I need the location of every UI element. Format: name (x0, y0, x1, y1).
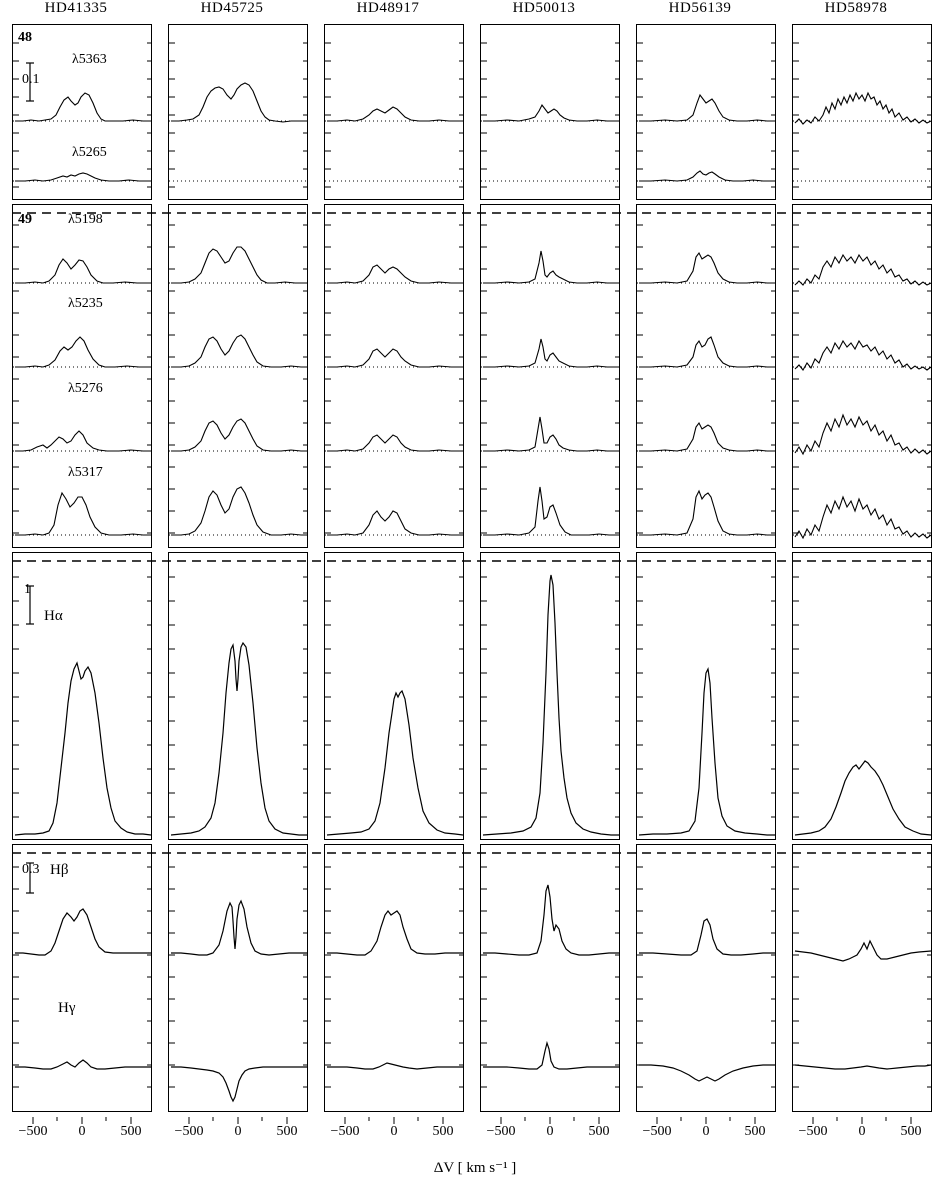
xtick-label: 500 (276, 1124, 298, 1139)
panel-HD58978-halpha (792, 552, 932, 840)
xtick-label: 500 (900, 1124, 922, 1139)
panel-HD58978-hbeta-hgamma (792, 844, 932, 1112)
panel-HD50013-group48 (480, 24, 620, 200)
line-label-halpha: Hα (44, 608, 63, 624)
panel-HD45725-hbeta-hgamma (168, 844, 308, 1112)
scale-label-1: 1 (24, 582, 31, 597)
panel-HD45725-halpha (168, 552, 308, 840)
xtick-label: 0 (390, 1124, 398, 1139)
scale-label-0.3: 0.3 (22, 862, 40, 877)
xaxis-ticks-3 (324, 1112, 464, 1120)
xaxis-labels-3 (324, 1124, 464, 1144)
xaxis-title: ΔV [ km s⁻¹ ] (433, 1160, 517, 1176)
panel-HD58978-group48 (792, 24, 932, 200)
column-title-5: HD56139 (668, 0, 732, 16)
xaxis-labels-4 (480, 1124, 620, 1144)
group-divider-3 (12, 841, 932, 842)
xtick-label: 0 (78, 1124, 86, 1139)
line-label-hbeta: Hβ (50, 862, 69, 878)
xtick-label: 500 (432, 1124, 454, 1139)
xaxis-ticks-4 (480, 1112, 620, 1120)
panel-HD45725-group49 (168, 204, 308, 548)
xtick-label: −500 (330, 1124, 360, 1139)
xaxis-ticks-5 (636, 1112, 776, 1120)
panel-HD48917-hbeta-hgamma (324, 844, 464, 1112)
xtick-label: −500 (642, 1124, 672, 1139)
panel-HD50013-group49 (480, 204, 620, 548)
column-title-6: HD58978 (824, 0, 888, 16)
panel-HD58978-group49 (792, 204, 932, 548)
panel-HD48917-group48 (324, 24, 464, 200)
panel-HD50013-hbeta-hgamma (480, 844, 620, 1112)
xtick-label: −500 (486, 1124, 516, 1139)
xtick-label: −500 (174, 1124, 204, 1139)
panel-HD41335-group49 (12, 204, 152, 548)
column-title-1: HD41335 (44, 0, 108, 16)
column-title-4: HD50013 (512, 0, 576, 16)
xtick-label: 0 (546, 1124, 554, 1139)
group-label-49: 49 (18, 212, 32, 227)
xtick-label: 500 (120, 1124, 142, 1139)
group-divider-2 (12, 549, 932, 550)
panel-HD56139-group49 (636, 204, 776, 548)
xtick-label: 0 (234, 1124, 242, 1139)
column-title-2: HD45725 (200, 0, 264, 16)
line-label-5363: λ5363 (72, 52, 107, 67)
panel-HD56139-group48 (636, 24, 776, 200)
xaxis-ticks-6 (792, 1112, 932, 1120)
xaxis-labels-1 (12, 1124, 152, 1144)
panel-HD48917-group49 (324, 204, 464, 548)
line-label-5276: λ5276 (68, 381, 103, 396)
line-label-5317: λ5317 (68, 465, 103, 480)
line-label-5235: λ5235 (68, 296, 103, 311)
line-label-5265: λ5265 (72, 145, 107, 160)
group-divider-1 (12, 201, 932, 202)
panel-HD50013-halpha (480, 552, 620, 840)
panel-HD45725-group48 (168, 24, 308, 200)
group-label-48: 48 (18, 30, 32, 45)
xaxis-ticks-2 (168, 1112, 308, 1120)
xtick-label: 500 (588, 1124, 610, 1139)
scale-label-0.1: 0.1 (22, 72, 40, 87)
panel-HD41335-group48 (12, 24, 152, 200)
xaxis-labels-2 (168, 1124, 308, 1144)
xaxis-labels-5 (636, 1124, 776, 1144)
xtick-label: −500 (798, 1124, 828, 1139)
xaxis-ticks-1 (12, 1112, 152, 1120)
panel-HD48917-halpha (324, 552, 464, 840)
xtick-label: 500 (744, 1124, 766, 1139)
xtick-label: −500 (18, 1124, 48, 1139)
xaxis-labels-6 (792, 1124, 932, 1144)
panel-HD56139-halpha (636, 552, 776, 840)
panel-HD56139-hbeta-hgamma (636, 844, 776, 1112)
line-label-5198: λ5198 (68, 212, 103, 227)
line-label-hgamma: Hγ (58, 1000, 76, 1016)
xtick-label: 0 (858, 1124, 866, 1139)
xtick-label: 0 (702, 1124, 710, 1139)
column-title-3: HD48917 (356, 0, 420, 16)
